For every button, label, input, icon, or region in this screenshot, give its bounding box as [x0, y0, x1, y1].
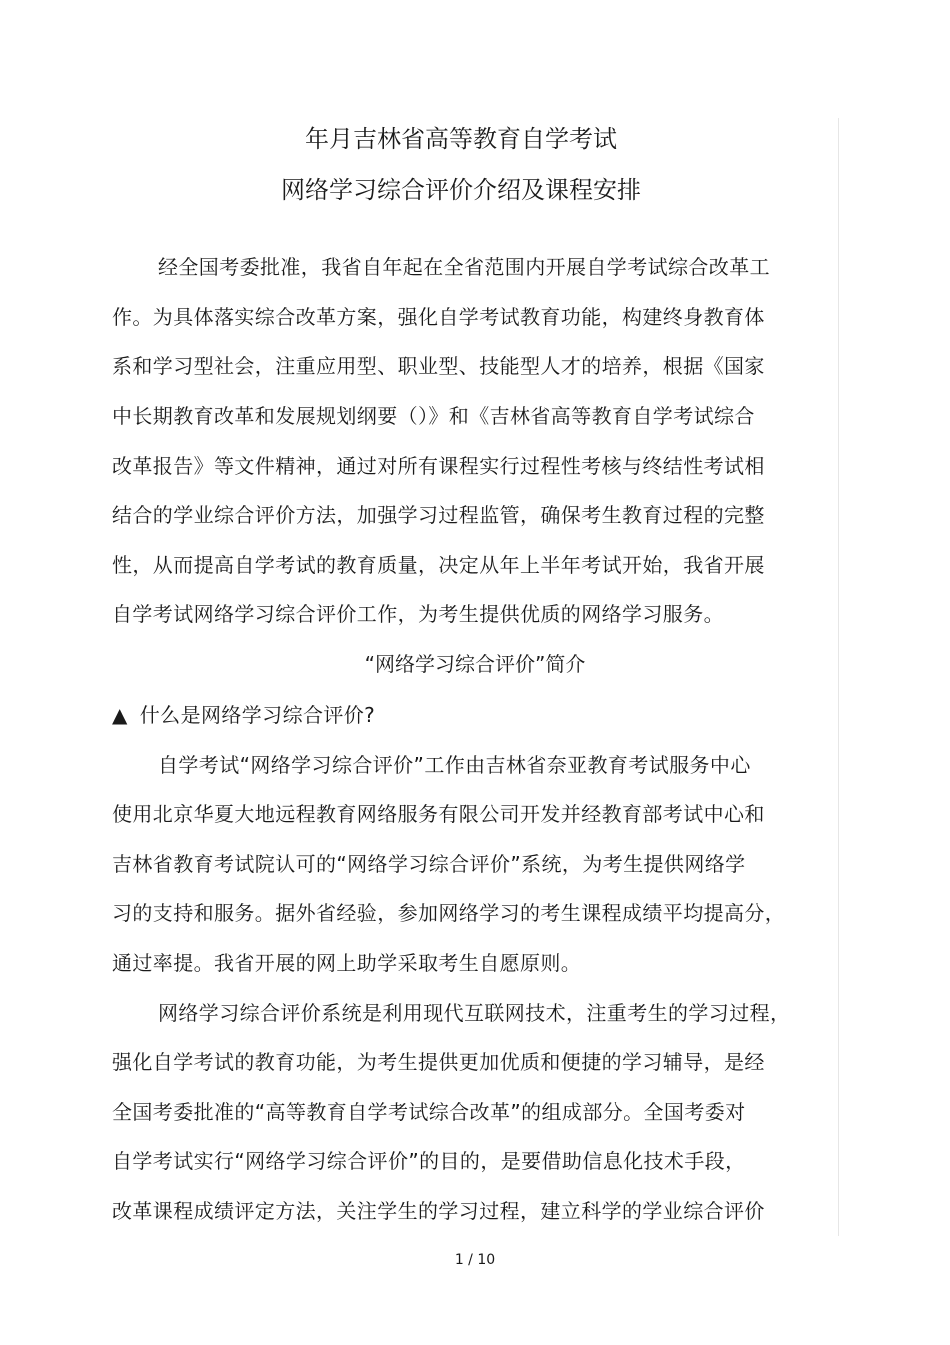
- body-line: 通过率提。我省开展的网上助学采取考生自愿原则。: [112, 951, 582, 975]
- intro-line: 性，从而提高自学考试的教育质量，决定从年上半年考试开始，我省开展: [112, 553, 765, 577]
- document-title-line-1: 年月吉林省高等教育自学考试: [305, 125, 617, 153]
- intro-line: 自学考试网络学习综合评价工作，为考生提供优质的网络学习服务。: [112, 602, 724, 626]
- intro-line: 结合的学业综合评价方法，加强学习过程监管，确保考生教育过程的完整: [112, 503, 765, 527]
- body-line: 全国考委批准的“高等教育自学考试综合改革”的组成部分。全国考委对: [112, 1100, 746, 1124]
- section-heading: “网络学习综合评价”简介: [364, 652, 586, 676]
- body-line: 网络学习综合评价系统是利用现代互联网技术，注重考生的学习过程，: [158, 1001, 791, 1025]
- question-text: 什么是网络学习综合评价?: [139, 703, 376, 727]
- body-line: 使用北京华夏大地远程教育网络服务有限公司开发并经教育部考试中心和: [112, 802, 765, 826]
- body-line: 习的支持和服务。据外省经验，参加网络学习的考生课程成绩平均提高分，: [112, 901, 786, 925]
- intro-line: 经全国考委批准，我省自年起在全省范围内开展自学考试综合改革工: [158, 255, 770, 279]
- intro-line: 改革报告》等文件精神，通过对所有课程实行过程性考核与终结性考试相: [112, 454, 765, 478]
- page-number: 1 / 10: [454, 1252, 496, 1268]
- body-line: 自学考试“网络学习综合评价”工作由吉林省奈亚教育考试服务中心: [158, 753, 751, 777]
- body-line: 强化自学考试的教育功能，为考生提供更加优质和便捷的学习辅导，是经: [112, 1050, 765, 1074]
- intro-line: 系和学习型社会，注重应用型、职业型、技能型人才的培养，根据《国家: [112, 354, 765, 378]
- intro-line: 中长期教育改革和发展规划纲要（）》和《吉林省高等教育自学考试综合: [112, 404, 755, 428]
- body-line: 自学考试实行“网络学习综合评价”的目的，是要借助信息化技术手段，: [112, 1149, 746, 1173]
- document-title-line-2: 网络学习综合评价介绍及课程安排: [281, 176, 641, 204]
- body-line: 吉林省教育考试院认可的“网络学习综合评价”系统，为考生提供网络学: [112, 852, 746, 876]
- question-line: [112, 700, 375, 730]
- triangle-bullet-icon: ▲: [112, 703, 128, 727]
- intro-line: 作。为具体落实综合改革方案，强化自学考试教育功能，构建终身教育体: [112, 305, 765, 329]
- body-line: 改革课程成绩评定方法，关注学生的学习过程，建立科学的学业综合评价: [112, 1199, 765, 1223]
